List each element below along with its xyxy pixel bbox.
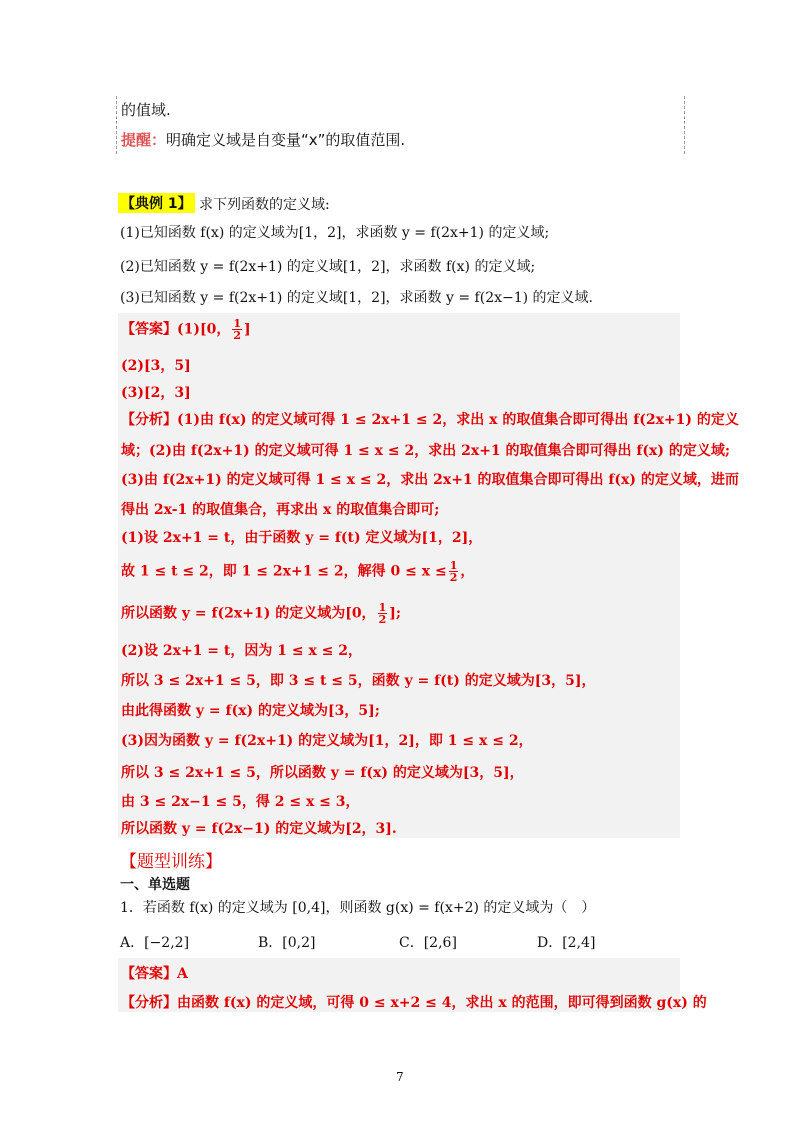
analysis-line-1: 【分析】(1)由 f(x) 的定义域可得 1 ≤ 2x+1 ≤ 2，求出 x 的取值集合即可得出 f(2x+1) 的定义 [121, 412, 739, 428]
section-title: 【题型训练】 [120, 852, 222, 872]
answer-line-1 [121, 318, 251, 341]
analysis-line-3: (3)由 f(2x+1) 的定义域可得 1 ≤ x ≤ 2，求出 2x+1 的取值集合即可得出 f(x) 的定义域，进而 [121, 472, 739, 488]
analysis-line-4: 得出 2x-1 的取值集合，再求出 x 的取值集合即可; [121, 502, 440, 518]
fraction-numerator: 1 [233, 317, 242, 330]
fraction-numerator: 1 [378, 601, 387, 614]
tip-content: 明确定义域是自变量“x”的取值范围. [166, 131, 406, 149]
solution-line-7: (3)因为函数 y = f(2x+1) 的定义域为[1，2]，即 1 ≤ x ≤ 2， [121, 733, 533, 749]
solution-line-8: 所以 3 ≤ 2x+1 ≤ 5，所以函数 y = f(x) 的定义域为[3，5]， [121, 765, 524, 781]
answer-1-fraction [232, 318, 242, 341]
option-a: A．[−2,2] [120, 935, 190, 951]
option-b: B．[0,2] [258, 935, 316, 951]
solution-line-10: 所以函数 y = f(2x−1) 的定义域为[2，3]. [121, 821, 397, 837]
solution-2-fraction [449, 560, 459, 583]
solution-line-5: 所以 3 ≤ 2x+1 ≤ 5，即 3 ≤ t ≤ 5，函数 y = f(t) 的定义域为[3，5]， [121, 673, 596, 689]
fraction-denominator: 2 [378, 613, 387, 626]
solution-line-4: (2)设 2x+1 = t，因为 1 ≤ x ≤ 2， [121, 643, 363, 659]
answer-1-suffix: ] [244, 321, 251, 338]
tip-text-line2 [121, 129, 405, 150]
answer-1-prefix: 【答案】(1)[0， [121, 321, 231, 338]
solution-line-9: 由 3 ≤ 2x−1 ≤ 5，得 2 ≤ x ≤ 3， [121, 794, 360, 810]
analysis-line-2: 域；(2)由 f(2x+1) 的定义域可得 1 ≤ x ≤ 2，求出 2x+1 的取值集合即可得出 f(x) 的定义域; [121, 443, 731, 459]
example-intro: 求下列函数的定义域: [199, 197, 330, 213]
solution-3-fraction [378, 602, 388, 625]
solution-line-3 [121, 602, 401, 625]
answer-line-3: (3)[2，3] [121, 385, 191, 401]
option-d: D．[2,4] [537, 935, 596, 951]
solution-3-prefix: 所以函数 y = f(2x+1) 的定义域为[0， [121, 605, 376, 622]
fraction-numerator: 1 [449, 559, 458, 572]
tip-label: 提醒： [121, 131, 167, 149]
page-number: 7 [396, 1070, 404, 1084]
example-question-3: (3)已知函数 y = f(2x+1) 的定义域[1，2]，求函数 y = f(2x−1) 的定义域. [120, 290, 593, 306]
solution-line-6: 由此得函数 y = f(x) 的定义域为[3，5]; [121, 703, 380, 719]
option-c: C．[2,6] [399, 935, 457, 951]
fraction-denominator: 2 [449, 571, 458, 584]
answer-line-2: (2)[3，5] [121, 358, 191, 374]
tip-text-line1: 的值域. [121, 101, 171, 119]
solution-3-suffix: ]; [389, 605, 402, 622]
subsection-heading: 一、单选题 [120, 877, 190, 893]
fraction-denominator: 2 [233, 329, 242, 342]
training-answer: 【答案】A [121, 966, 188, 982]
solution-2-prefix: 故 1 ≤ t ≤ 2，即 1 ≤ 2x+1 ≤ 2，解得 0 ≤ x ≤ [121, 563, 447, 580]
training-question-1: 1．若函数 f(x) 的定义域为 [0,4]，则函数 g(x) = f(x+2) 的定义域为（ ） [120, 900, 596, 916]
example-question-2: (2)已知函数 y = f(2x+1) 的定义域[1，2]，求函数 f(x) 的定义域; [120, 259, 536, 275]
training-analysis: 【分析】由函数 f(x) 的定义域，可得 0 ≤ x+2 ≤ 4，求出 x 的范围，即可得到函数 g(x) 的 [121, 995, 707, 1011]
solution-2-suffix: ， [460, 563, 475, 580]
example-tag: 【典例 1】 [118, 193, 195, 213]
example-question-1: (1)已知函数 f(x) 的定义域为[1，2]，求函数 y = f(2x+1) 的定义域; [120, 225, 550, 241]
solution-line-2 [121, 560, 474, 583]
solution-line-1: (1)设 2x+1 = t，由于函数 y = f(t) 定义域为[1，2]， [121, 530, 483, 546]
